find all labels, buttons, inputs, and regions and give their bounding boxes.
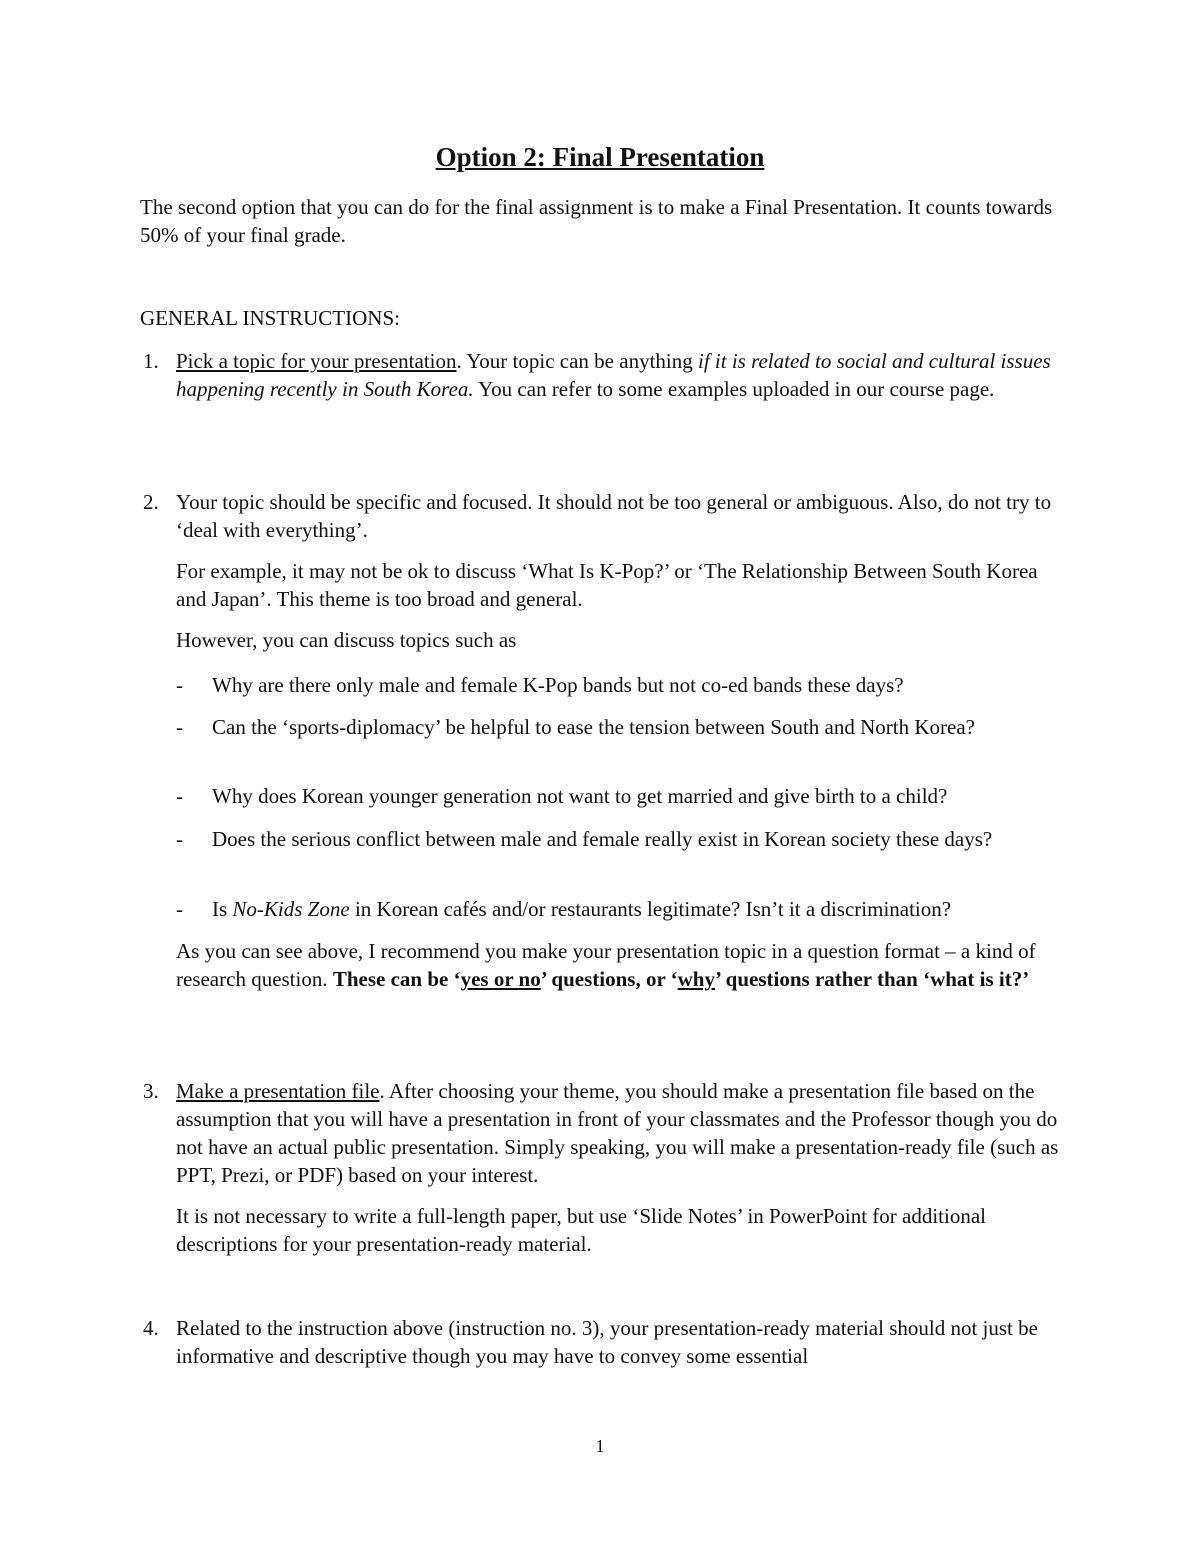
bullet-item-3: Why does Korean younger generation not want to get married and give birth to a child?	[212, 784, 948, 808]
bullet-dash: -	[176, 784, 183, 808]
item-3-lead: Make a presentation file	[176, 1079, 380, 1103]
bullet-item-4: Does the serious conflict between male and female really exist in Korean society these days?	[212, 827, 993, 851]
item-3-number: 3.	[143, 1079, 159, 1103]
bullet-5-italic: No-Kids Zone	[232, 897, 350, 921]
page-number: 1	[595, 1436, 605, 1456]
item-1-italic: if it is related to social and cultural issues happening recently in South Korea.	[176, 349, 1051, 401]
bold-underline-1: yes or no	[460, 967, 541, 991]
item-2-number: 2.	[143, 490, 159, 514]
bullet-item-1: Why are there only male and female K-Pop bands but not co-ed bands these days?	[212, 673, 904, 697]
item-3-body: . After choosing your theme, you should make a presentation file based on the assumption that you will have a presentation in front of your classmates and the Professor though you do not have an actual public presentation. Simply speaking, you will make a presentation-ready file (such as PPT, Prezi, or PDF) based on your interest.	[176, 1079, 1059, 1187]
item-4-text: Related to the instruction above (instruction no. 3), your presentation-ready material should not just be informative and descriptive though you may have to convey some essential	[176, 1316, 1038, 1368]
bullet-dash: -	[176, 827, 183, 851]
item-4-number: 4.	[143, 1316, 159, 1340]
page-title: Option 2: Final Presentation	[435, 142, 765, 172]
bold-part-1: These can be ‘	[332, 967, 461, 991]
item-1-text-a: . Your topic can be anything	[456, 349, 698, 373]
bullet-dash: -	[176, 673, 183, 697]
item-1-text-b: You can refer to some examples uploaded in our course page.	[473, 377, 995, 401]
item-2-recommend	[176, 937, 1071, 993]
bullet-dash: -	[176, 897, 183, 921]
bold-underline-2: why	[677, 967, 715, 991]
bold-part-2: ’ questions, or ‘	[540, 967, 678, 991]
item-2-text: Your topic should be specific and focused. It should not be too general or ambiguous. Also, do not try to ‘deal with everything’.	[176, 490, 1052, 542]
general-instructions-heading: GENERAL INSTRUCTIONS:	[140, 306, 400, 330]
bold-part-3: ’ questions rather than ‘what is it?’	[715, 967, 1030, 991]
item-2-example: For example, it may not be ok to discuss ‘What Is K-Pop?’ or ‘The Relationship Between South Korea and Japan’. This theme is too broad and general.	[176, 559, 1038, 611]
bullet-5-post: in Korean cafés and/or restaurants legitimate? Isn’t it a discrimination?	[349, 897, 952, 921]
intro-paragraph: The second option that you can do for the final assignment is to make a Final Presentation. It counts towards 50% of your final grade.	[140, 195, 1053, 247]
item-3-text	[176, 1077, 1071, 1189]
item-1-text	[176, 347, 1071, 403]
recommend-bold	[333, 967, 1029, 991]
bullet-item-2: Can the ‘sports-diplomacy’ be helpful to ease the tension between South and North Korea?	[212, 715, 975, 739]
bullet-5-pre: Is	[212, 897, 233, 921]
bullet-dash: -	[176, 715, 183, 739]
item-1-number: 1.	[143, 349, 159, 373]
item-1-lead: Pick a topic for your presentation	[176, 349, 457, 373]
item-2-however: However, you can discuss topics such as	[176, 628, 517, 652]
recommend-text: As you can see above, I recommend you make your presentation topic in a question format – a kind of research question.	[176, 939, 1036, 991]
bullet-item-5	[212, 895, 1072, 923]
item-3-para2: It is not necessary to write a full-length paper, but use ‘Slide Notes’ in PowerPoint for additional descriptions for your presentation-ready material.	[176, 1204, 987, 1256]
